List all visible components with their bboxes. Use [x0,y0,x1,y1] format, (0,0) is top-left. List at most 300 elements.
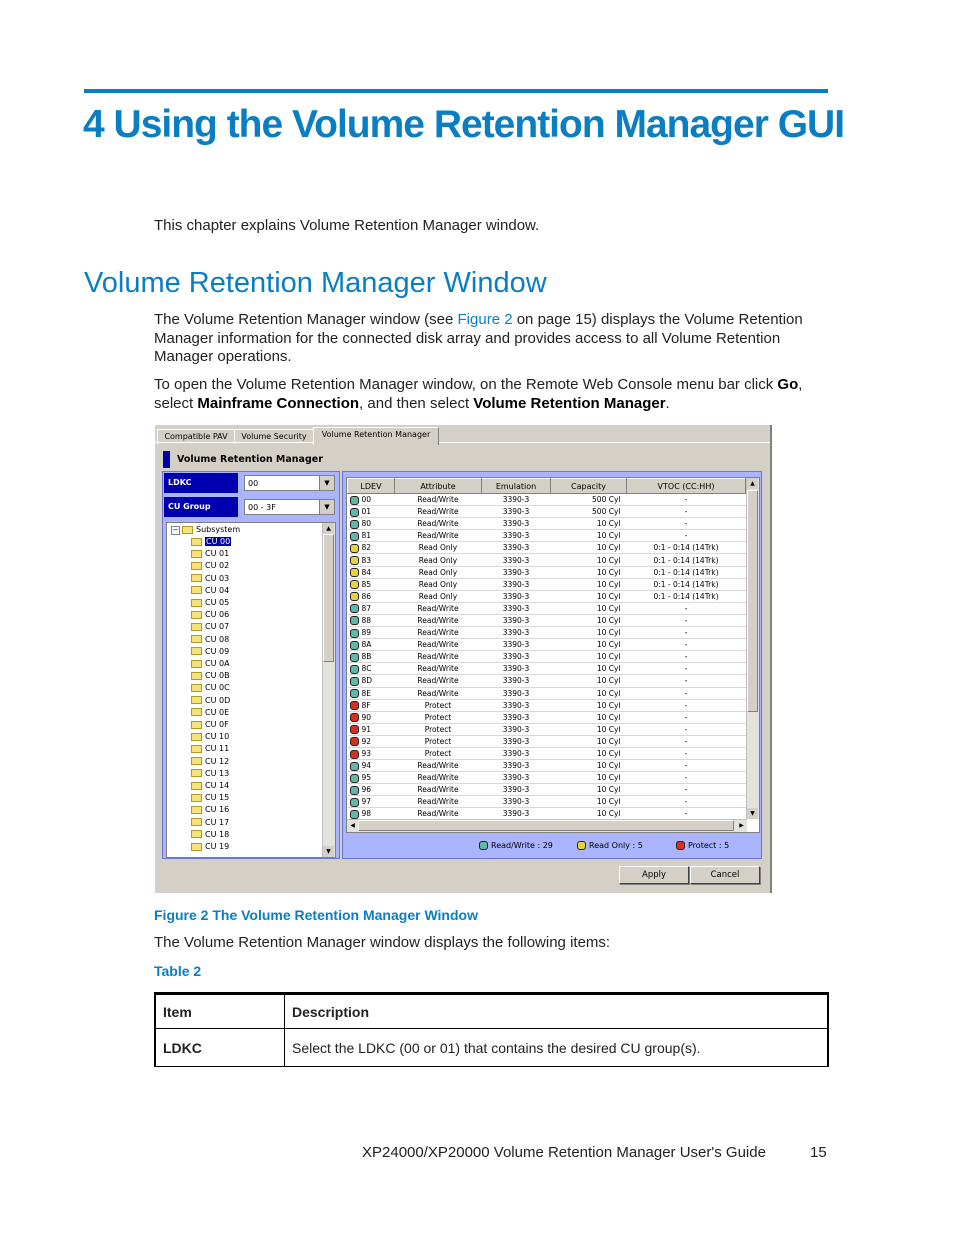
tree-item[interactable] [191,780,229,792]
table-cell [348,796,395,808]
table-cell: Read/Write [395,663,482,675]
ldev-table-body [348,494,746,821]
cu-group-label: CU Group [164,497,238,517]
legend-read-write-label: Read/Write : 29 [491,841,553,850]
grid-vscrollbar[interactable] [746,478,759,819]
tree-item-label: CU 10 [205,732,230,742]
tree-item-label: CU 0C [205,683,230,693]
folder-icon [191,599,202,607]
cylinder-icon [350,653,359,662]
tree-item-label: CU 00 [206,537,231,546]
menu-volume-retention-manager: Volume Retention Manager [473,394,666,412]
cylinder-icon [350,508,359,517]
column-header[interactable]: Attribute [395,479,482,494]
table-cell [348,627,395,639]
table-cell: 3390-3 [482,554,551,566]
table-cell: 10 Cyl [551,542,627,554]
table-cell: - [627,506,746,518]
scroll-up-icon[interactable]: ▲ [747,478,758,489]
grid-hscrollbar[interactable] [347,819,747,832]
column-header[interactable]: Emulation [482,479,551,494]
ldev-id: 95 [361,773,372,783]
folder-icon [191,708,202,716]
table-row[interactable] [348,796,746,808]
chapter-rule [84,89,828,93]
table-row[interactable] [348,554,746,566]
folder-icon [191,745,202,753]
table-cell [348,506,395,518]
table-cell: Read/Write [395,675,482,687]
table-cell: 10 Cyl [551,760,627,772]
table-cell: - [627,687,746,699]
figure-caption: Figure 2 The Volume Retention Manager Window [154,907,478,923]
scroll-right-icon[interactable]: ▶ [739,822,744,829]
table-cell: 3390-3 [482,602,551,614]
cancel-button[interactable]: Cancel [690,866,760,884]
table-row[interactable] [348,530,746,542]
table-cell: - [627,651,746,663]
table-cell [348,675,395,687]
tree-item-label: CU 01 [205,549,230,559]
folder-icon [191,721,202,729]
table-row[interactable] [348,614,746,626]
table-row[interactable] [348,590,746,602]
table-row[interactable] [348,772,746,784]
table-cell: 10 Cyl [551,699,627,711]
table-cell: 10 Cyl [551,747,627,759]
table-cell [348,518,395,530]
folder-icon [191,623,202,631]
cylinder-icon [350,677,359,686]
table-cell: 3390-3 [482,651,551,663]
table-caption: Table 2 [154,963,202,979]
figure-2-link[interactable]: Figure 2 [457,311,513,328]
table-cell [348,554,395,566]
volume-retention-manager-screenshot [155,425,772,893]
folder-icon [191,769,202,777]
table-row[interactable] [348,760,746,772]
table-cell: Read/Write [395,796,482,808]
table-cell: Protect [395,723,482,735]
table-cell [348,494,395,506]
table-cell: 0:1 - 0:14 (14Trk) [627,542,746,554]
ldkc-label: LDKC [164,473,238,493]
table-cell: - [627,723,746,735]
tree-item[interactable] [191,536,231,548]
tree-item[interactable] [191,658,230,670]
folder-icon [191,782,202,790]
tree-item-label: CU 12 [205,756,230,766]
table-cell: Read/Write [395,760,482,772]
cylinder-icon [350,725,359,734]
ldev-id: 80 [361,519,372,529]
tree-item[interactable] [191,792,229,804]
scroll-thumb[interactable] [747,490,758,712]
table-row[interactable] [348,494,746,506]
table-row[interactable] [348,651,746,663]
tree-item-label: CU 16 [205,805,230,815]
table-cell: Read/Write [395,494,482,506]
tree-root[interactable] [171,524,240,536]
cylinder-icon [350,544,359,553]
table-row[interactable] [348,602,746,614]
tree-item-label: CU 0B [205,671,230,681]
ldev-id: 8D [361,676,373,686]
cylinder-icon [350,580,359,589]
cylinder-icon [676,841,685,850]
tree-item[interactable] [191,682,230,694]
column-header[interactable]: LDEV [348,479,395,494]
table-cell: - [627,627,746,639]
table-cell [348,760,395,772]
table-cell [348,723,395,735]
tab-volume-security[interactable]: Volume Security [234,429,314,444]
ldev-id: 82 [361,543,372,553]
table-row[interactable] [348,675,746,687]
table-cell: 3390-3 [482,760,551,772]
table-cell: 10 Cyl [551,590,627,602]
tree-scrollbar[interactable] [322,523,335,857]
table-cell: 3390-3 [482,784,551,796]
folder-icon [191,733,202,741]
table-cell: - [627,796,746,808]
ldev-id: 96 [361,785,372,795]
table-cell: 3390-3 [482,530,551,542]
cylinder-icon [350,750,359,759]
hscroll-thumb[interactable] [358,820,734,831]
chevron-down-icon[interactable]: ▼ [319,500,334,514]
items-table-header [155,994,828,1029]
folder-icon [191,818,202,826]
tree-item[interactable] [191,817,229,829]
folder-icon [191,574,202,582]
table-cell [348,651,395,663]
table-cell: 0:1 - 0:14 (14Trk) [627,554,746,566]
tree-item-label: CU 03 [205,573,230,583]
ldev-id: 98 [361,809,372,819]
tree-item-label: CU 05 [205,598,230,607]
apply-button[interactable]: Apply [619,866,689,884]
tree-item-label: CU 0A [205,659,230,668]
table-cell: - [627,675,746,687]
scroll-down-icon[interactable]: ▼ [747,808,758,819]
table-row[interactable] [348,542,746,554]
items-table [154,992,829,1067]
table-cell: - [627,747,746,759]
table-cell: 10 Cyl [551,651,627,663]
table-cell: 3390-3 [482,518,551,530]
table-cell [348,614,395,626]
tree-item[interactable] [191,695,230,707]
table-cell: - [627,711,746,723]
ldev-id: 85 [361,579,372,589]
table-row[interactable] [348,711,746,723]
tree-item-label: CU 17 [205,817,230,827]
scroll-thumb[interactable] [323,534,334,662]
folder-icon [191,684,202,692]
folder-icon [191,696,202,704]
table-row[interactable] [348,566,746,578]
cylinder-icon [350,568,359,577]
section-title: Volume Retention Manager Window [84,267,547,299]
table-cell: 10 Cyl [551,784,627,796]
table-cell: Read/Write [395,772,482,784]
cylinder-icon [350,689,359,698]
ldev-id: 91 [361,724,372,734]
table-cell: 10 Cyl [551,530,627,542]
tree-item[interactable] [191,841,229,853]
tree-item[interactable] [191,768,229,780]
table-cell: 3390-3 [482,627,551,639]
table-cell [348,663,395,675]
footer-title: XP24000/XP20000 Volume Retention Manager User's Guide [362,1144,766,1161]
table-row[interactable] [348,518,746,530]
tree-item[interactable] [191,707,229,719]
tab-underline [155,442,770,443]
tree-item-label: CU 15 [205,793,230,803]
table-cell: Read/Write [395,651,482,663]
table-cell: 3390-3 [482,808,551,820]
tree-item[interactable] [191,560,229,572]
table-cell: 3390-3 [482,663,551,675]
table-cell [348,590,395,602]
tree-item[interactable] [191,670,230,682]
ldkc-select[interactable] [244,475,335,491]
ldkc-value: 00 [248,479,259,488]
table-row [155,1029,828,1067]
chapter-title: 4 Using the Volume Retention Manager GUI [83,103,845,146]
table-cell: - [627,602,746,614]
cu-group-select[interactable] [244,499,335,515]
table-cell: Read/Write [395,627,482,639]
ldev-id: 97 [361,797,372,807]
cylinder-icon [350,762,359,771]
table-cell: 10 Cyl [551,578,627,590]
table-cell: Read Only [395,590,482,602]
ldev-id: 8F [361,700,371,710]
row-description: Select the LDKC (00 or 01) that contains the desired CU group(s). [285,1029,829,1067]
cylinder-icon [350,616,359,625]
folder-icon [191,635,202,643]
ldev-id: 89 [361,628,372,638]
attribute-legend [346,835,758,855]
table-cell: - [627,639,746,651]
ldev-table [346,477,760,833]
intro-paragraph: This chapter explains Volume Retention Manager window. [154,217,540,234]
table-cell [348,747,395,759]
header-item: Item [155,994,285,1029]
table-cell: 10 Cyl [551,735,627,747]
tree-item[interactable] [191,634,229,646]
tree-item[interactable] [191,573,229,585]
panel-title: Volume Retention Manager [177,454,323,465]
table-cell: 3390-3 [482,796,551,808]
tree-item[interactable] [191,597,229,609]
table-cell: - [627,494,746,506]
folder-icon [191,550,202,558]
folder-icon [191,757,202,765]
collapse-icon[interactable]: − [172,526,179,534]
menu-mainframe-connection: Mainframe Connection [197,394,360,412]
tree-item[interactable] [191,743,229,755]
table-cell: Protect [395,735,482,747]
ldev-id: 8E [361,688,372,698]
cylinder-icon [350,774,359,783]
tree-item[interactable] [191,646,229,658]
table-cell: 500 Cyl [551,494,627,506]
table-row[interactable] [348,578,746,590]
folder-icon [191,586,202,594]
folder-icon [182,526,193,534]
table-cell: 10 Cyl [551,518,627,530]
cylinder-icon [350,532,359,541]
table-cell: Read Only [395,578,482,590]
table-cell: 10 Cyl [551,614,627,626]
table-row[interactable] [348,699,746,711]
tree-item[interactable] [191,585,229,597]
page-number: 15 [810,1144,827,1161]
tab-compatible-pav[interactable]: Compatible PAV [157,429,235,444]
tree-item[interactable] [191,719,229,731]
scroll-left-icon[interactable]: ◀ [350,822,355,829]
row-item: LDKC [155,1029,285,1067]
folder-icon [191,806,202,814]
table-cell: 10 Cyl [551,639,627,651]
legend-read-write [479,841,553,850]
table-cell [348,578,395,590]
para2-text-2: , select [154,376,803,412]
cylinder-icon [350,798,359,807]
paragraph-window-description [154,311,824,367]
table-cell: 3390-3 [482,578,551,590]
table-row[interactable] [348,627,746,639]
tree-item[interactable] [191,804,229,816]
table-row[interactable] [348,723,746,735]
table-cell: Read/Write [395,639,482,651]
tab-volume-retention-manager[interactable]: Volume Retention Manager [313,427,439,445]
table-cell: Read/Write [395,530,482,542]
tree-item[interactable] [191,731,229,743]
table-row[interactable] [348,747,746,759]
table-cell: 0:1 - 0:14 (14Trk) [627,566,746,578]
table-cell: 3390-3 [482,590,551,602]
table-cell: 3390-3 [482,699,551,711]
tree-item[interactable] [191,609,229,621]
table-cell: - [627,518,746,530]
table-cell: 10 Cyl [551,808,627,820]
cylinder-icon [350,556,359,565]
table-cell [348,687,395,699]
legend-read-only [577,841,643,850]
tree-item-label: CU 0F [205,720,229,729]
cu-group-value: 00 - 3F [248,503,276,512]
table-cell: - [627,808,746,820]
table-row[interactable] [348,663,746,675]
cylinder-icon [577,841,586,850]
table-cell: Protect [395,699,482,711]
folder-icon [191,562,202,570]
table-cell: 10 Cyl [551,772,627,784]
tree-item[interactable] [191,621,229,633]
column-header[interactable]: Capacity [551,479,627,494]
ldev-table-header [348,479,746,494]
ldev-id: 8A [361,640,372,650]
table-row[interactable] [348,639,746,651]
table-cell: Read/Write [395,784,482,796]
ldev-id: 8C [361,664,372,674]
chevron-down-icon[interactable]: ▼ [319,476,334,490]
ldev-id: 93 [361,749,372,759]
table-cell: 3390-3 [482,772,551,784]
table-cell: 0:1 - 0:14 (14Trk) [627,578,746,590]
table-cell: 500 Cyl [551,506,627,518]
tree-item[interactable] [191,829,229,841]
table-cell: 3390-3 [482,711,551,723]
table-cell: 3390-3 [482,747,551,759]
table-cell: Read/Write [395,808,482,820]
table-cell: 10 Cyl [551,675,627,687]
tree-item-label: CU 0D [205,695,231,705]
table-row[interactable] [348,735,746,747]
tree-item[interactable] [191,756,229,768]
table-row[interactable] [348,784,746,796]
table-cell: Read Only [395,554,482,566]
cylinder-icon [350,713,359,722]
scroll-down-icon[interactable]: ▼ [323,846,334,857]
table-cell [348,711,395,723]
table-cell: 3390-3 [482,506,551,518]
scroll-up-icon[interactable]: ▲ [323,523,334,534]
table-cell: Read/Write [395,506,482,518]
ldev-id: 8B [361,652,372,662]
cylinder-icon [350,665,359,674]
table-cell: - [627,699,746,711]
panel-title-marker [163,451,170,468]
folder-icon [191,660,202,668]
table-cell: 10 Cyl [551,663,627,675]
ldev-id: 01 [361,507,372,517]
table-cell: Protect [395,711,482,723]
ldev-id: 92 [361,736,372,746]
table-cell [348,542,395,554]
column-header[interactable]: VTOC (CC:HH) [627,479,746,494]
para1-text-end: on page 15) displays the Volume Retention Manager information for the connected disk array and provides access to all Volume Retention Manager operations. [154,311,803,365]
tree-item-label: CU 14 [205,781,230,790]
tree-item-label: CU 06 [205,610,230,620]
cylinder-icon [350,641,359,650]
table-cell: - [627,772,746,784]
table-cell: 10 Cyl [551,627,627,639]
tree-item-label: CU 09 [205,646,230,656]
tree-item-label: CU 19 [205,842,230,851]
table-cell: Read/Write [395,602,482,614]
cylinder-icon [350,629,359,638]
cylinder-icon [350,496,359,505]
table-row[interactable] [348,506,746,518]
tree-item[interactable] [191,548,229,560]
cylinder-icon [350,592,359,601]
ldev-id: 88 [361,615,372,625]
table-cell [348,784,395,796]
tree-item-label: CU 02 [205,561,230,571]
tree-item-label: CU 0E [205,707,230,717]
ldev-id: 90 [361,712,372,722]
table-row[interactable] [348,687,746,699]
ldev-id: 87 [361,603,372,613]
ldev-table-grid [347,478,746,821]
para2-text-3: , and then select [359,394,474,412]
table-cell: - [627,760,746,772]
